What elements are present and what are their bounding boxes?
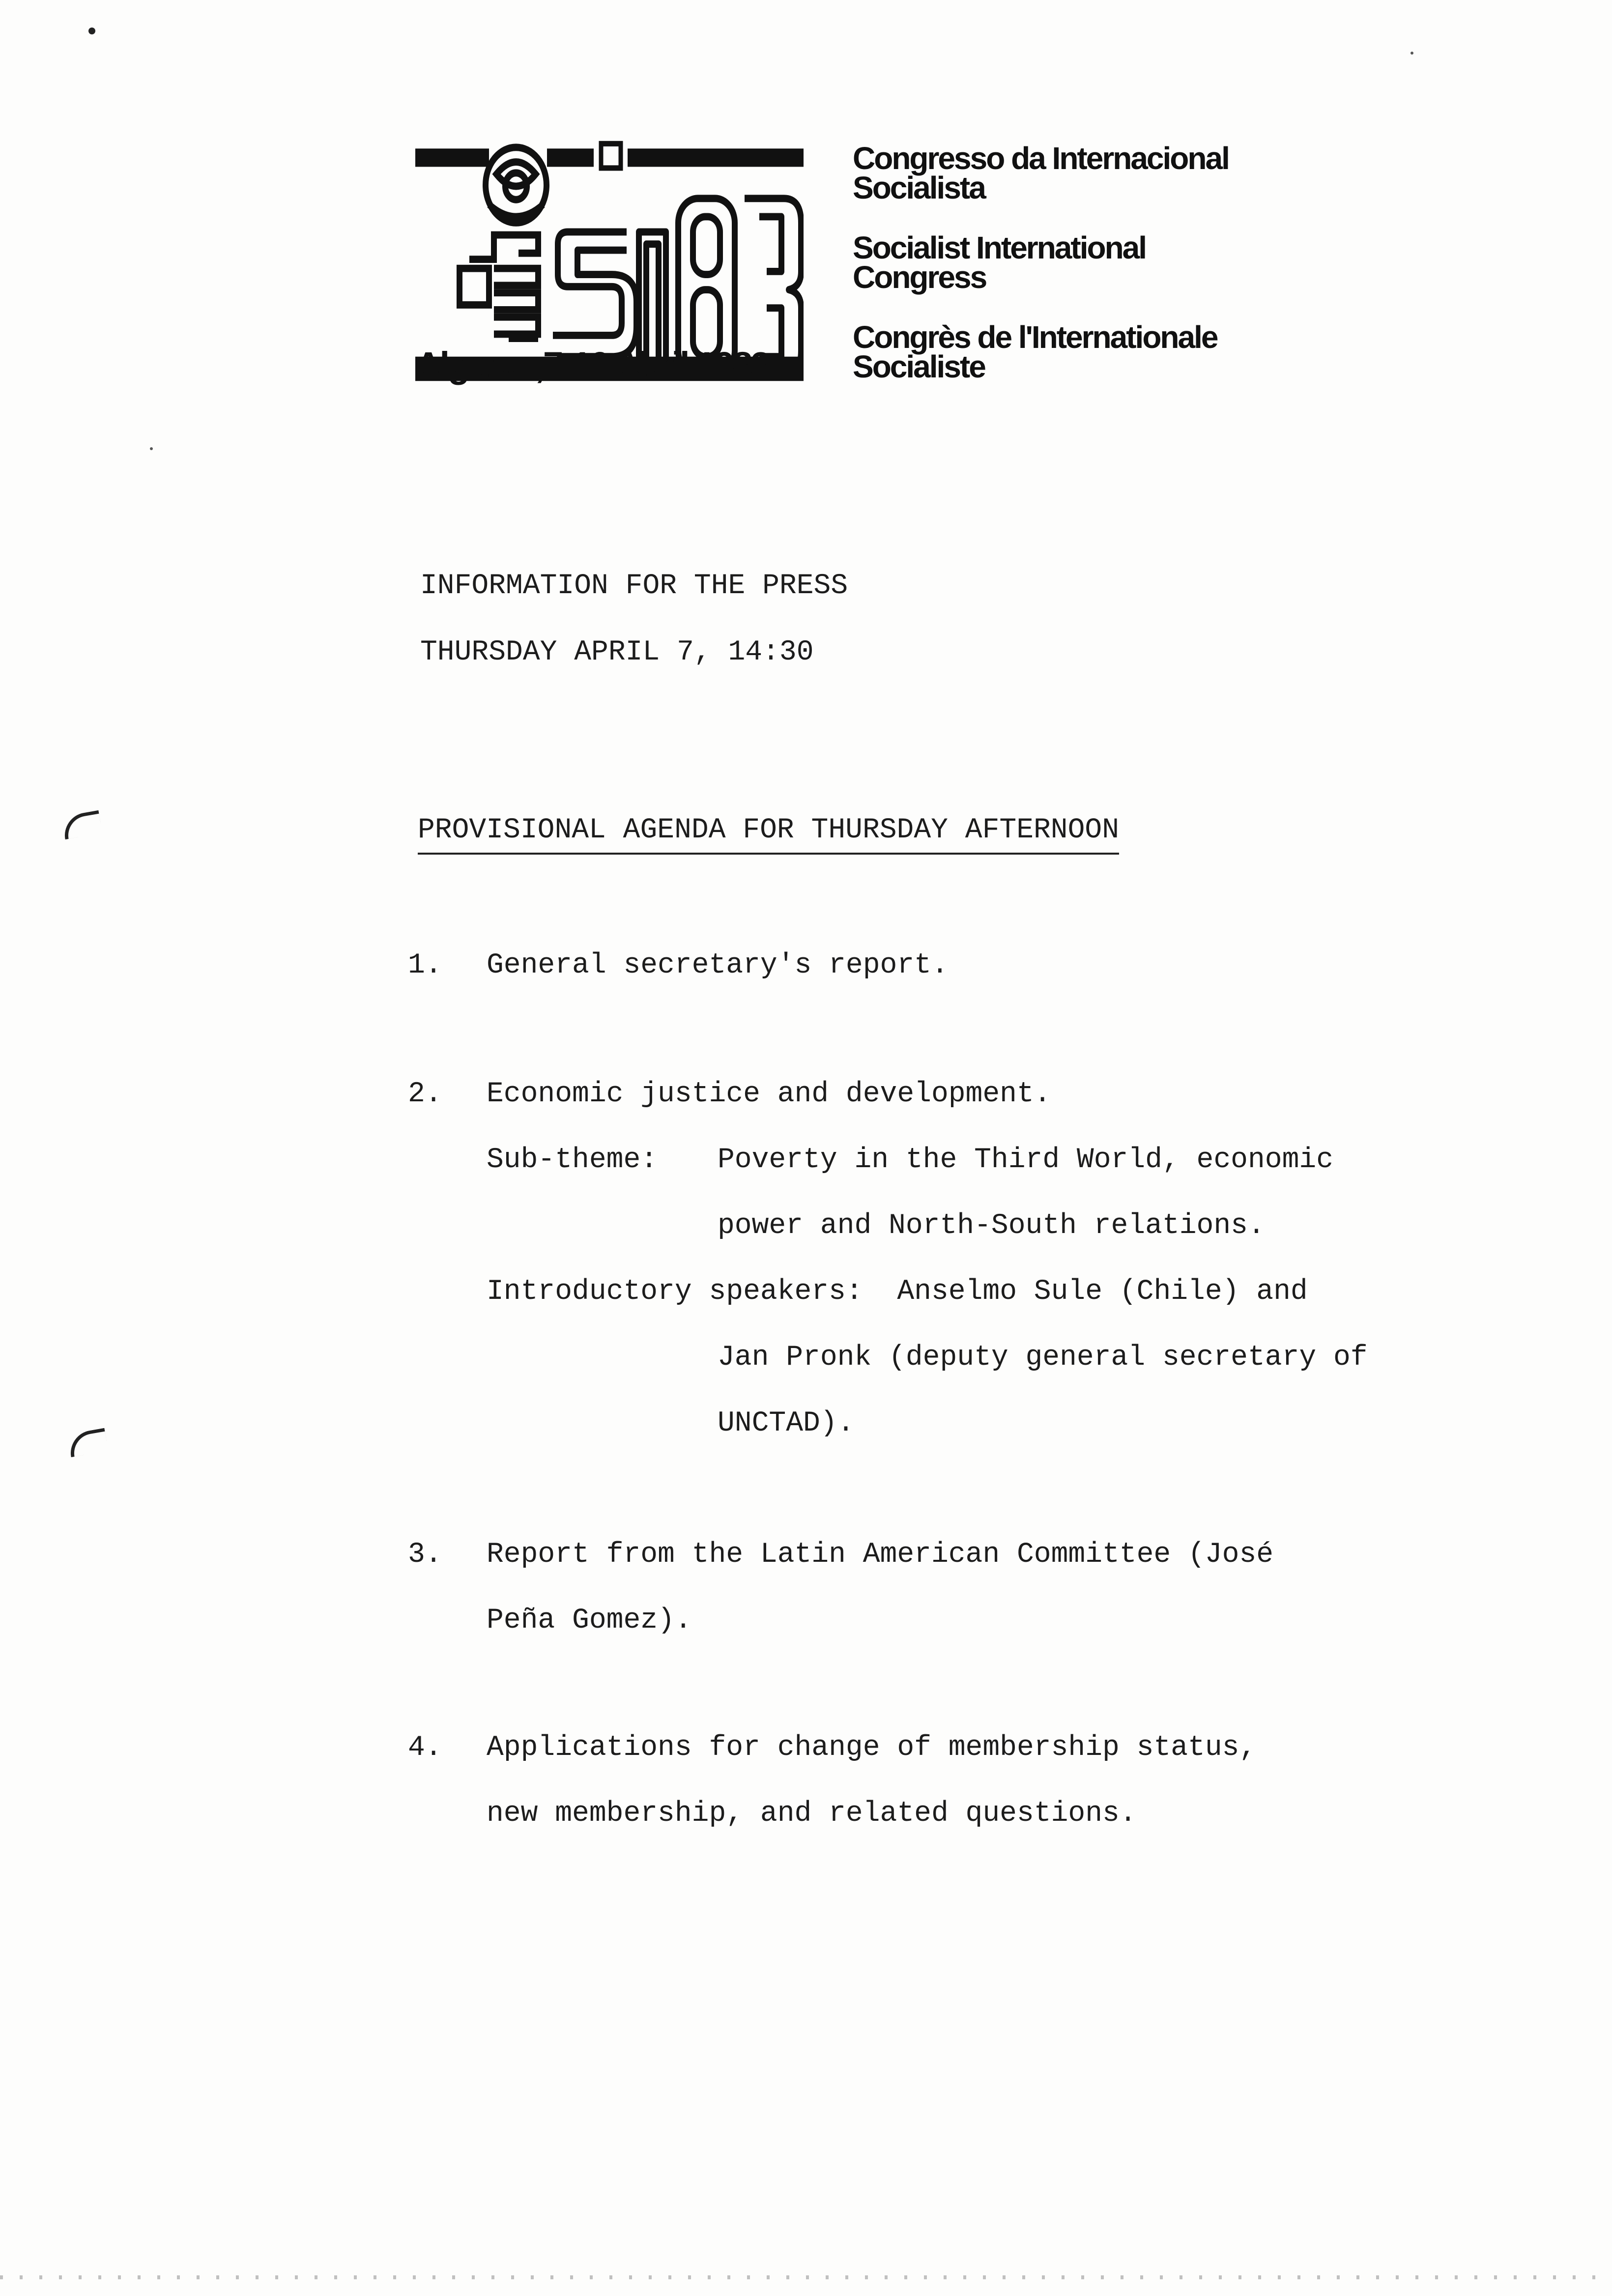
punch-hole-mark xyxy=(61,810,103,840)
rose-icon xyxy=(486,147,547,223)
congress-name-french: Congrès de l'Internationale Socialiste xyxy=(853,319,1217,384)
congress-name-portuguese: Congresso da Internacional Socialista xyxy=(853,141,1229,205)
logo-top-square xyxy=(601,144,621,168)
fist-icon xyxy=(460,235,538,338)
logo-top-bar-right xyxy=(628,148,804,167)
speakers-text: UNCTAD). xyxy=(718,1407,855,1439)
scan-speck xyxy=(1410,52,1413,55)
agenda-item-text: Peña Gomez). xyxy=(487,1605,692,1636)
speakers-label: Introductory speakers: xyxy=(487,1276,863,1308)
scan-speck xyxy=(150,447,153,450)
scan-edge-noise xyxy=(0,2275,1612,2279)
logo-top-bar-middle xyxy=(547,148,594,167)
agenda-item-text: Report from the Latin American Committee (José xyxy=(487,1539,1274,1571)
speakers-text: Jan Pronk (deputy general secretary of xyxy=(718,1342,1368,1374)
agenda-item-number: 3. xyxy=(408,1539,442,1571)
speakers-text: Anselmo Sule (Chile) and xyxy=(897,1276,1308,1308)
scan-dot xyxy=(88,28,95,34)
agenda-item-text: Applications for change of membership status, xyxy=(487,1732,1257,1764)
congress-name-english: Socialist International Congress xyxy=(853,230,1146,295)
congress-names xyxy=(853,141,1295,384)
subtheme-text: power and North-South relations. xyxy=(718,1210,1265,1242)
agenda-item-title: Economic justice and development. xyxy=(487,1078,1051,1110)
speakers-row xyxy=(487,1259,1368,1325)
agenda-item-text: General secretary's report. xyxy=(487,949,949,981)
subtheme-text: Poverty in the Third World, economic xyxy=(718,1144,1334,1176)
agenda-item-number: 4. xyxy=(408,1732,442,1764)
congress-venue-dates: Algarve,7-10 Abril 1983 xyxy=(415,344,769,385)
press-info xyxy=(420,553,848,686)
subtheme-label: Sub-theme: xyxy=(487,1144,658,1176)
subtheme-row xyxy=(487,1127,1368,1193)
agenda-item-text: new membership, and related questions. xyxy=(487,1798,1137,1830)
punch-hole-mark xyxy=(67,1428,109,1458)
agenda-heading: PROVISIONAL AGENDA FOR THURSDAY AFTERNOON xyxy=(418,813,1119,855)
press-info-datetime: THURSDAY APRIL 7, 14:30 xyxy=(420,636,814,668)
agenda-item-number: 2. xyxy=(408,1078,442,1110)
agenda-item-number: 1. xyxy=(408,949,442,981)
logo-top-bar-left xyxy=(415,148,489,167)
press-info-title: INFORMATION FOR THE PRESS xyxy=(420,570,848,602)
